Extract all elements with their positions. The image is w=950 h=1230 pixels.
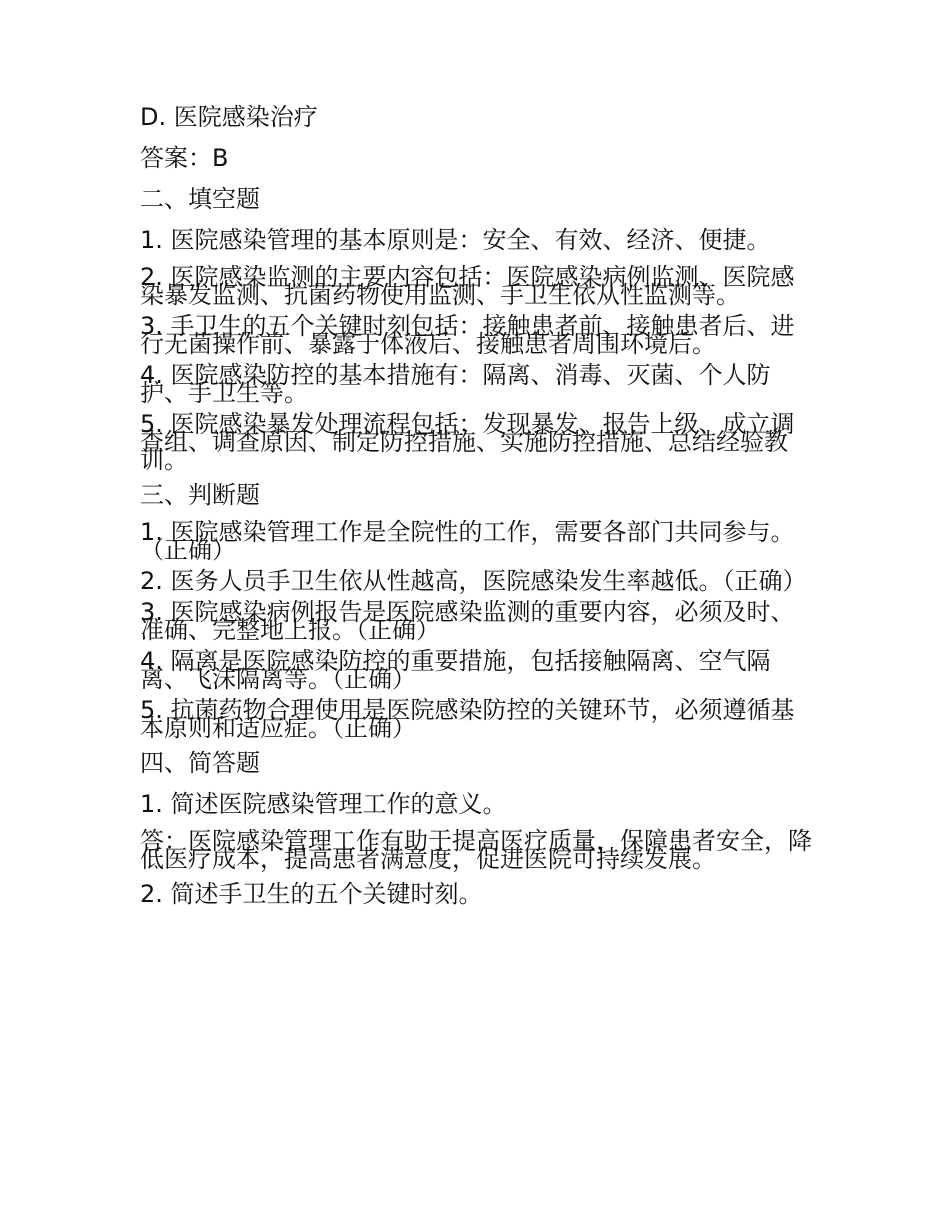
true-false-item-1: 1. 医院感染管理工作是全院性的工作，需要各部门共同参与。（正确）: [140, 518, 795, 564]
short-answer-question-2: 2. 简述手卫生的五个关键时刻。: [140, 880, 483, 908]
section-heading-fill-blank: 二、填空题: [140, 185, 260, 213]
true-false-item-2: 2. 医务人员手卫生依从性越高，医院感染发生率越低。（正确）: [140, 567, 807, 595]
true-false-item-3: 3. 医院感染病例报告是医院感染监测的重要内容，必须及时、准确、完整地上报。（正确）: [140, 598, 795, 644]
document-page: [140, 104, 812, 922]
short-answer-answer-1: 答：医院感染管理工作有助于提高医疗质量，保障患者安全，降低医疗成本，提高患者满意度，促进医院可持续发展。: [140, 827, 812, 873]
fill-blank-item-3: 3. 手卫生的五个关键时刻包括：接触患者前、接触患者后、进行无菌操作前、暴露于体液后、接触患者周围环境后。: [140, 312, 795, 358]
answer-line: 答案：B: [140, 144, 229, 172]
true-false-item-5: 5. 抗菌药物合理使用是医院感染防控的关键环节，必须遵循基本原则和适应症。（正确）: [140, 696, 795, 742]
true-false-item-4: 4. 隔离是医院感染防控的重要措施，包括接触隔离、空气隔离、飞沫隔离等。（正确）: [140, 647, 771, 693]
short-answer-question-1: 1. 简述医院感染管理工作的意义。: [140, 790, 507, 818]
fill-blank-item-2: 2. 医院感染监测的主要内容包括：医院感染病例监测、医院感染暴发监测、抗菌药物使用监测、手卫生依从性监测等。: [140, 263, 795, 309]
fill-blank-item-5: 5. 医院感染暴发处理流程包括：发现暴发、报告上级、成立调查组、调查原因、制定防控措施、实施防控措施、总结经验教训。: [140, 410, 795, 474]
fill-blank-item-4: 4. 医院感染防控的基本措施有：隔离、消毒、灭菌、个人防护、手卫生等。: [140, 361, 771, 407]
section-heading-true-false: 三、判断题: [140, 481, 260, 509]
section-heading-short-answer: 四、简答题: [140, 749, 260, 777]
option-d: D. 医院感染治疗: [140, 103, 318, 131]
fill-blank-item-1: 1. 医院感染管理的基本原则是：安全、有效、经济、便捷。: [140, 226, 771, 254]
